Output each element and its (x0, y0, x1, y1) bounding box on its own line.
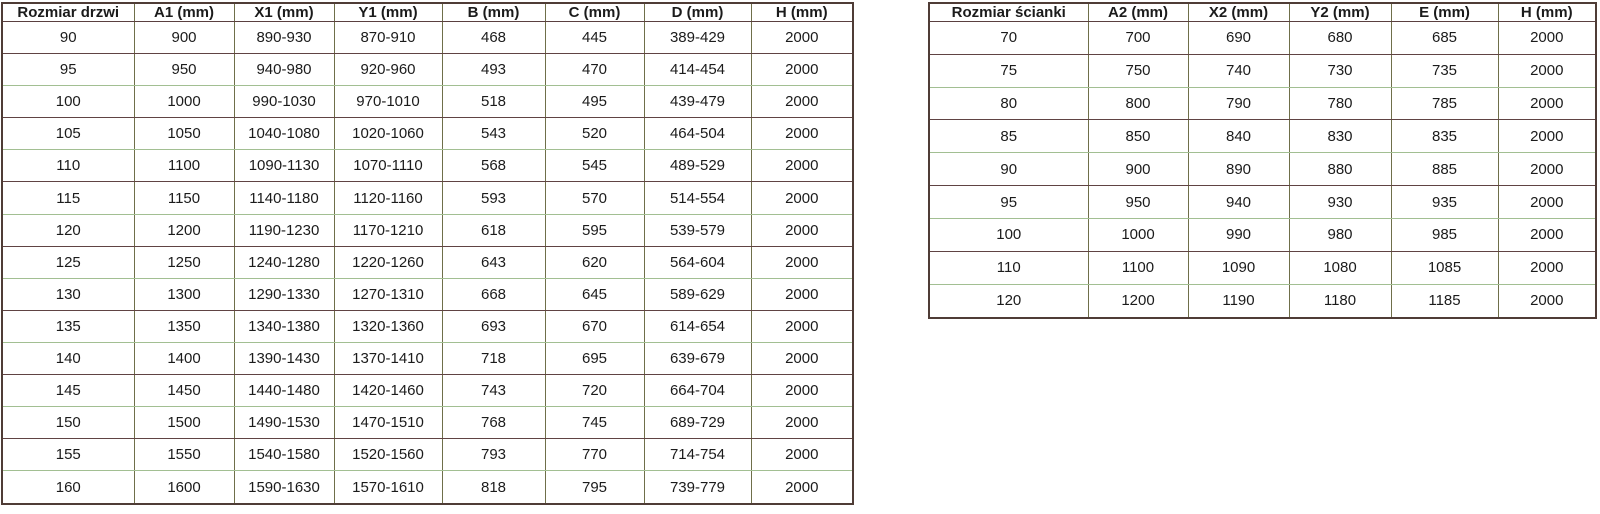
table-cell: 880 (1289, 153, 1391, 186)
table-cell: 135 (2, 310, 134, 342)
table-cell: 1240-1280 (234, 246, 334, 278)
table-row (929, 22, 1596, 55)
door-table-body (2, 22, 853, 505)
table-cell: 564-604 (644, 246, 751, 278)
table-row (929, 218, 1596, 251)
table-cell: 885 (1391, 153, 1498, 186)
wall-table-header (929, 3, 1596, 22)
table-cell: 780 (1289, 87, 1391, 120)
table-cell: 120 (929, 284, 1088, 318)
table-cell: 940 (1188, 186, 1289, 219)
table-cell: 645 (545, 278, 644, 310)
table-header-cell: X2 (mm) (1188, 3, 1289, 22)
table-cell: 439-479 (644, 86, 751, 118)
table-cell: 2000 (751, 214, 853, 246)
table-cell: 739-779 (644, 471, 751, 504)
table-cell: 514-554 (644, 182, 751, 214)
table-cell: 740 (1188, 54, 1289, 87)
table-cell: 743 (442, 375, 545, 407)
table-cell: 1000 (134, 86, 234, 118)
table-cell: 389-429 (644, 22, 751, 54)
table-cell: 1490-1530 (234, 407, 334, 439)
table-cell: 1070-1110 (334, 150, 442, 182)
table-cell: 1290-1330 (234, 278, 334, 310)
table-cell: 145 (2, 375, 134, 407)
table-cell: 614-654 (644, 310, 751, 342)
table-cell: 735 (1391, 54, 1498, 87)
table-cell: 689-729 (644, 407, 751, 439)
table-row (2, 214, 853, 246)
table-cell: 1390-1430 (234, 342, 334, 374)
table-header-row (929, 3, 1596, 22)
table-cell: 790 (1188, 87, 1289, 120)
table-cell: 2000 (1498, 54, 1596, 87)
table-row (2, 342, 853, 374)
table-cell: 980 (1289, 218, 1391, 251)
table-row (2, 375, 853, 407)
table-row (929, 153, 1596, 186)
table-cell: 495 (545, 86, 644, 118)
table-row (929, 186, 1596, 219)
table-cell: 770 (545, 439, 644, 471)
table-cell: 985 (1391, 218, 1498, 251)
table-cell: 140 (2, 342, 134, 374)
table-cell: 720 (545, 375, 644, 407)
table-cell: 1185 (1391, 284, 1498, 318)
table-row (2, 150, 853, 182)
table-cell: 1520-1560 (334, 439, 442, 471)
table-cell: 1120-1160 (334, 182, 442, 214)
table-row (2, 86, 853, 118)
table-header-cell: X1 (mm) (234, 3, 334, 22)
table-cell: 90 (929, 153, 1088, 186)
table-cell: 835 (1391, 120, 1498, 153)
table-cell: 464-504 (644, 118, 751, 150)
table-cell: 100 (2, 86, 134, 118)
table-cell: 2000 (751, 246, 853, 278)
table-cell: 2000 (1498, 120, 1596, 153)
table-row (929, 54, 1596, 87)
table-header-cell: C (mm) (545, 3, 644, 22)
table-row (2, 54, 853, 86)
table-cell: 1300 (134, 278, 234, 310)
table-cell: 1340-1380 (234, 310, 334, 342)
table-header-cell: Y1 (mm) (334, 3, 442, 22)
table-cell: 520 (545, 118, 644, 150)
table-cell: 2000 (751, 375, 853, 407)
table-cell: 2000 (1498, 22, 1596, 55)
table-cell: 1040-1080 (234, 118, 334, 150)
table-cell: 160 (2, 471, 134, 504)
table-cell: 1200 (134, 214, 234, 246)
table-row (2, 118, 853, 150)
table-cell: 1220-1260 (334, 246, 442, 278)
table-cell: 890 (1188, 153, 1289, 186)
table-cell: 470 (545, 54, 644, 86)
table-cell: 2000 (751, 407, 853, 439)
table-row (2, 22, 853, 54)
table-cell: 1150 (134, 182, 234, 214)
table-cell: 818 (442, 471, 545, 504)
table-cell: 85 (929, 120, 1088, 153)
table-cell: 70 (929, 22, 1088, 55)
table-cell: 1270-1310 (334, 278, 442, 310)
table-cell: 545 (545, 150, 644, 182)
table-cell: 105 (2, 118, 134, 150)
table-cell: 695 (545, 342, 644, 374)
table-cell: 745 (545, 407, 644, 439)
table-cell: 2000 (1498, 284, 1596, 318)
table-cell: 718 (442, 342, 545, 374)
table-cell: 1600 (134, 471, 234, 504)
table-cell: 793 (442, 439, 545, 471)
table-cell: 75 (929, 54, 1088, 87)
table-cell: 2000 (1498, 87, 1596, 120)
table-cell: 518 (442, 86, 545, 118)
table-cell: 1420-1460 (334, 375, 442, 407)
table-cell: 155 (2, 439, 134, 471)
table-cell: 2000 (1498, 218, 1596, 251)
table-header-cell: Rozmiar ścianki (929, 3, 1088, 22)
table-cell: 768 (442, 407, 545, 439)
wall-table-body (929, 22, 1596, 319)
table-cell: 570 (545, 182, 644, 214)
table-cell: 850 (1088, 120, 1188, 153)
table-cell: 2000 (751, 310, 853, 342)
table-cell: 950 (134, 54, 234, 86)
table-cell: 2000 (751, 182, 853, 214)
table-cell: 620 (545, 246, 644, 278)
table-row (2, 310, 853, 342)
table-cell: 1540-1580 (234, 439, 334, 471)
table-row (2, 471, 853, 504)
table-cell: 2000 (751, 471, 853, 504)
table-cell: 414-454 (644, 54, 751, 86)
table-cell: 685 (1391, 22, 1498, 55)
table-cell: 1590-1630 (234, 471, 334, 504)
table-cell: 2000 (751, 54, 853, 86)
table-cell: 120 (2, 214, 134, 246)
table-cell: 1450 (134, 375, 234, 407)
table-row (2, 407, 853, 439)
table-cell: 2000 (751, 439, 853, 471)
table-cell: 1250 (134, 246, 234, 278)
table-cell: 800 (1088, 87, 1188, 120)
table-row (929, 251, 1596, 284)
table-cell: 1350 (134, 310, 234, 342)
table-cell: 1550 (134, 439, 234, 471)
table-cell: 785 (1391, 87, 1498, 120)
table-cell: 970-1010 (334, 86, 442, 118)
table-cell: 750 (1088, 54, 1188, 87)
table-cell: 2000 (751, 118, 853, 150)
table-cell: 493 (442, 54, 545, 86)
table-cell: 668 (442, 278, 545, 310)
table-cell: 618 (442, 214, 545, 246)
table-cell: 110 (2, 150, 134, 182)
table-header-cell: B (mm) (442, 3, 545, 22)
table-cell: 2000 (1498, 251, 1596, 284)
table-row (929, 120, 1596, 153)
table-cell: 150 (2, 407, 134, 439)
table-cell: 730 (1289, 54, 1391, 87)
table-cell: 95 (2, 54, 134, 86)
table-cell: 2000 (751, 22, 853, 54)
table-cell: 1020-1060 (334, 118, 442, 150)
table-cell: 80 (929, 87, 1088, 120)
table-cell: 664-704 (644, 375, 751, 407)
table-row (2, 278, 853, 310)
table-cell: 468 (442, 22, 545, 54)
table-header-cell: Y2 (mm) (1289, 3, 1391, 22)
table-cell: 870-910 (334, 22, 442, 54)
table-header-row (2, 3, 853, 22)
table-row (2, 439, 853, 471)
table-cell: 1470-1510 (334, 407, 442, 439)
table-cell: 100 (929, 218, 1088, 251)
table-cell: 1100 (1088, 251, 1188, 284)
table-cell: 643 (442, 246, 545, 278)
table-cell: 1180 (1289, 284, 1391, 318)
table-cell: 595 (545, 214, 644, 246)
table-cell: 900 (134, 22, 234, 54)
table-cell: 1190-1230 (234, 214, 334, 246)
table-row (2, 182, 853, 214)
table-cell: 95 (929, 186, 1088, 219)
table-cell: 110 (929, 251, 1088, 284)
table-cell: 1100 (134, 150, 234, 182)
table-cell: 1320-1360 (334, 310, 442, 342)
table-cell: 1440-1480 (234, 375, 334, 407)
table-cell: 690 (1188, 22, 1289, 55)
table-cell: 543 (442, 118, 545, 150)
table-cell: 930 (1289, 186, 1391, 219)
table-header-cell: Rozmiar drzwi (2, 3, 134, 22)
table-cell: 830 (1289, 120, 1391, 153)
table-cell: 950 (1088, 186, 1188, 219)
table-cell: 2000 (751, 86, 853, 118)
table-cell: 2000 (1498, 153, 1596, 186)
table-cell: 539-579 (644, 214, 751, 246)
table-cell: 890-930 (234, 22, 334, 54)
table-cell: 445 (545, 22, 644, 54)
table-cell: 2000 (751, 150, 853, 182)
table-row (929, 87, 1596, 120)
table-cell: 2000 (1498, 186, 1596, 219)
table-cell: 130 (2, 278, 134, 310)
table-cell: 935 (1391, 186, 1498, 219)
table-cell: 2000 (751, 342, 853, 374)
table-cell: 90 (2, 22, 134, 54)
table-cell: 2000 (751, 278, 853, 310)
table-cell: 900 (1088, 153, 1188, 186)
table-header-cell: A1 (mm) (134, 3, 234, 22)
table-cell: 1500 (134, 407, 234, 439)
table-cell: 714-754 (644, 439, 751, 471)
table-cell: 1370-1410 (334, 342, 442, 374)
table-cell: 1000 (1088, 218, 1188, 251)
table-row (2, 246, 853, 278)
table-cell: 1570-1610 (334, 471, 442, 504)
table-cell: 489-529 (644, 150, 751, 182)
table-cell: 700 (1088, 22, 1188, 55)
door-table-header (2, 3, 853, 22)
table-cell: 840 (1188, 120, 1289, 153)
table-cell: 795 (545, 471, 644, 504)
table-cell: 115 (2, 182, 134, 214)
table-cell: 589-629 (644, 278, 751, 310)
table-cell: 680 (1289, 22, 1391, 55)
table-cell: 1090 (1188, 251, 1289, 284)
table-cell: 639-679 (644, 342, 751, 374)
table-cell: 568 (442, 150, 545, 182)
table-row (929, 284, 1596, 318)
table-header-cell: A2 (mm) (1088, 3, 1188, 22)
wall-size-table (928, 2, 1597, 319)
table-header-cell: D (mm) (644, 3, 751, 22)
table-cell: 693 (442, 310, 545, 342)
table-header-cell: H (mm) (751, 3, 853, 22)
table-cell: 1140-1180 (234, 182, 334, 214)
table-cell: 593 (442, 182, 545, 214)
table-cell: 1190 (1188, 284, 1289, 318)
table-cell: 670 (545, 310, 644, 342)
table-cell: 1170-1210 (334, 214, 442, 246)
table-header-cell: E (mm) (1391, 3, 1498, 22)
table-cell: 990-1030 (234, 86, 334, 118)
table-cell: 125 (2, 246, 134, 278)
table-cell: 920-960 (334, 54, 442, 86)
table-cell: 940-980 (234, 54, 334, 86)
table-cell: 1200 (1088, 284, 1188, 318)
table-cell: 1080 (1289, 251, 1391, 284)
table-cell: 990 (1188, 218, 1289, 251)
table-cell: 1050 (134, 118, 234, 150)
table-cell: 1090-1130 (234, 150, 334, 182)
table-cell: 1085 (1391, 251, 1498, 284)
table-header-cell: H (mm) (1498, 3, 1596, 22)
table-cell: 1400 (134, 342, 234, 374)
door-size-table (1, 2, 854, 505)
